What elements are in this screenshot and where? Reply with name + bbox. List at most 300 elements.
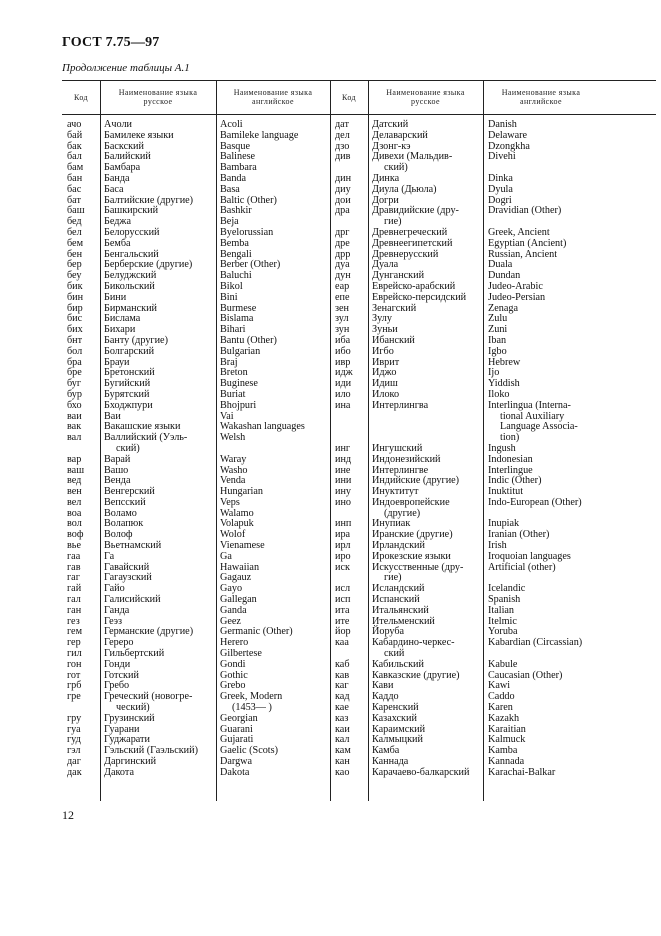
language-name-russian: Ачоли — [104, 119, 132, 130]
language-code: епе — [335, 291, 350, 303]
language-name-russian: Казахский — [372, 712, 417, 724]
language-name-english: Divehi — [488, 151, 516, 163]
language-name-english: Byelorussian — [220, 226, 274, 238]
language-name-english: Baltic (Other) — [220, 194, 277, 206]
language-name-russian: Зуньи — [372, 324, 398, 336]
language-code: ивр — [335, 356, 351, 368]
language-name-english: Danish — [488, 119, 517, 130]
language-name-english: Interlingua (Interna- — [488, 399, 571, 411]
language-code: гуд — [67, 734, 81, 746]
language-code: каи — [335, 723, 350, 735]
language-code: ина — [335, 399, 351, 411]
language-name-english: Indic (Other) — [488, 475, 542, 487]
language-name-russian: Гавайский — [104, 561, 150, 573]
language-name-english: Indonesian — [488, 453, 533, 465]
language-name-english: Gayo — [220, 583, 243, 595]
language-name-english: Bengali — [220, 248, 252, 260]
language-code: ино — [335, 496, 351, 508]
language-code: буг — [67, 378, 82, 390]
language-name-english: Washo — [220, 464, 248, 476]
language-name-english: Venda — [220, 475, 246, 487]
language-name-russian: Древнерусский — [372, 248, 439, 260]
language-name-russian: Кави — [372, 680, 394, 692]
language-code: гот — [67, 669, 81, 681]
table-continuation-caption: Продолжение таблицы А.1 — [62, 62, 190, 74]
language-name-russian: Динка — [372, 172, 400, 184]
language-code: дин — [335, 172, 352, 184]
language-name-russian: ский — [384, 648, 405, 660]
language-code: каб — [335, 658, 350, 670]
language-name-russian: Илоко — [372, 388, 400, 400]
language-code: бир — [67, 302, 83, 314]
language-name-russian: Дакота — [104, 766, 134, 778]
language-code: ирл — [335, 540, 351, 552]
language-name-english: Hebrew — [488, 356, 521, 368]
language-name-english: Wolof — [220, 529, 246, 541]
header-ru-left: Наименование языка русское — [118, 88, 198, 106]
language-name-english: Grebo — [220, 680, 246, 692]
language-code: иск — [335, 561, 350, 573]
language-name-english: Inupiak — [488, 518, 520, 530]
language-code: ине — [335, 464, 351, 476]
language-name-english: Iloko — [488, 388, 510, 400]
column-divider — [483, 80, 484, 801]
language-name-russian: Ирокезские языки — [372, 550, 451, 562]
language-name-english: (1453— ) — [232, 702, 272, 714]
language-code: бак — [67, 140, 82, 152]
language-code: кав — [335, 669, 350, 681]
language-name-russian: Гонди — [104, 658, 131, 670]
language-name-russian: Бемба — [104, 237, 131, 249]
language-name-russian: Даргинский — [104, 756, 157, 768]
language-code: дун — [335, 270, 351, 282]
language-name-english: Baluchi — [220, 270, 252, 282]
language-name-russian: Бирманский — [104, 302, 157, 314]
language-name-english: Interlingue — [488, 464, 533, 476]
language-name-english: Dyula — [488, 183, 513, 195]
language-code: иди — [335, 378, 352, 390]
language-name-english: Gaelic (Scots) — [220, 745, 278, 757]
language-name-english: Yoruba — [488, 626, 518, 638]
language-code: вен — [67, 486, 82, 498]
header-ru-right: Наименование языка русское — [386, 88, 465, 106]
language-name-russian: Вакашские языки — [104, 421, 181, 433]
language-code: ите — [335, 615, 350, 627]
language-code: вед — [67, 475, 82, 487]
language-code: зул — [335, 313, 349, 325]
language-name-english: Herero — [220, 637, 249, 649]
language-name-russian: Камба — [372, 745, 400, 757]
column-divider — [368, 80, 369, 801]
language-name-english: Volapuk — [220, 518, 254, 530]
language-name-russian: Зенагский — [372, 302, 417, 314]
language-name-english: Germanic (Other) — [220, 626, 293, 638]
language-name-russian: Бислама — [104, 313, 141, 325]
language-name-english: Bhojpuri — [220, 399, 257, 411]
language-name-english: Bini — [220, 291, 238, 303]
language-name-russian: Га — [104, 550, 115, 562]
language-name-russian: Искусственные (дру- — [372, 561, 464, 573]
language-code: исл — [335, 583, 351, 595]
language-code: бих — [67, 324, 83, 336]
language-name-english: Gothic — [220, 669, 248, 681]
language-code: бал — [67, 151, 82, 163]
language-name-english: Dakota — [220, 766, 250, 778]
language-name-russian: Делаварский — [372, 129, 428, 141]
language-name-english: Zuni — [488, 324, 508, 336]
language-name-russian: Ибанский — [372, 334, 415, 346]
language-name-english: Kawi — [488, 680, 511, 692]
language-name-russian: Геэз — [104, 615, 123, 627]
language-code: ита — [335, 604, 350, 616]
language-name-english: Igbo — [488, 345, 507, 357]
language-code: исп — [335, 594, 351, 606]
language-code: зен — [335, 302, 349, 314]
language-name-russian: Бамилеке языки — [104, 129, 174, 141]
language-code — [335, 422, 367, 433]
language-name-english: Bihari — [220, 324, 246, 336]
language-code: кал — [335, 734, 350, 746]
table-header-rule — [62, 114, 656, 115]
column-divider — [100, 80, 101, 801]
language-name-russian: Бикольский — [104, 280, 155, 292]
language-name-russian: Банда — [104, 172, 130, 184]
language-code: вал — [67, 432, 82, 444]
language-name-russian: Инуктитут — [372, 486, 419, 498]
language-name-russian: Гайо — [104, 583, 125, 595]
language-code: бам — [67, 162, 84, 174]
language-name-russian: Башкирский — [104, 205, 159, 217]
language-name-russian: ческий) — [116, 702, 150, 714]
column-divider — [216, 80, 217, 801]
language-code: гем — [67, 626, 83, 638]
language-name-english: Iroquoian languages — [488, 550, 571, 562]
language-code: еар — [335, 280, 350, 292]
language-name-english: Iranian (Other) — [488, 529, 550, 541]
language-name-english: Italian — [488, 604, 515, 616]
language-name-russian: Готский — [104, 669, 139, 681]
language-code: ачо — [67, 119, 82, 130]
language-name-russian: ский) — [384, 162, 408, 174]
language-code: гил — [67, 648, 82, 660]
language-name-russian: Интерлингва — [372, 399, 429, 411]
language-name-russian: Еврейско-арабский — [372, 280, 456, 292]
language-name-russian: Каренский — [372, 702, 419, 714]
left-code-column — [67, 120, 99, 779]
language-code: ибо — [335, 345, 351, 357]
language-name-russian: Иранские (другие) — [372, 529, 453, 541]
language-name-english: Wakashan languages — [220, 421, 305, 433]
language-name-russian: Интерлингве — [372, 464, 429, 476]
language-name-russian: Брауи — [104, 356, 130, 368]
language-name-russian: Балийский — [104, 151, 151, 163]
language-name-english: Bashkir — [220, 205, 252, 217]
language-name-russian: Беджа — [104, 216, 131, 228]
language-name-russian: Венда — [104, 475, 131, 487]
language-name-russian: Кабардино-черкес- — [372, 637, 455, 649]
language-code: дра — [335, 205, 350, 217]
language-name-english: Greek, Modern — [220, 691, 283, 703]
language-name-russian: гие) — [384, 572, 402, 584]
language-code: дат — [335, 119, 349, 130]
language-name-russian: Галисийский — [104, 594, 161, 606]
language-name-english: Bulgarian — [220, 345, 261, 357]
language-name-english: Gondi — [220, 658, 246, 670]
language-name-russian: Вьетнамский — [104, 540, 162, 552]
language-name-russian: Балтийские (другие) — [104, 194, 194, 206]
standard-title: ГОСТ 7.75—97 — [62, 35, 160, 50]
language-name-english: Indo-European (Other) — [488, 496, 582, 508]
language-code: баш — [67, 205, 85, 217]
language-code: бур — [67, 388, 82, 400]
language-name-russian: Ваи — [104, 410, 121, 422]
language-name-russian: Итальянский — [372, 604, 429, 616]
language-name-russian: Вашо — [104, 464, 129, 476]
language-name-english: Kabule — [488, 658, 518, 670]
language-name-english: Basa — [220, 183, 240, 195]
language-name-russian: Кавказские (другие) — [372, 669, 460, 681]
language-name-russian: Догри — [372, 194, 399, 206]
language-name-english: Duala — [488, 259, 513, 271]
language-name-english: Veps — [220, 496, 240, 508]
language-code: бре — [67, 367, 82, 379]
language-code: дрг — [335, 226, 350, 238]
language-name-english: Kalmuck — [488, 734, 526, 746]
language-code: инд — [335, 453, 352, 465]
language-name-russian: Ганда — [104, 604, 130, 616]
language-code: гэл — [67, 745, 81, 757]
language-name-russian: Исландский — [372, 583, 425, 595]
language-name-english: Ijo — [488, 367, 500, 379]
language-code: бик — [67, 280, 83, 292]
language-name-english: Basque — [220, 140, 250, 152]
language-name-russian: (другие) — [384, 507, 421, 519]
language-name-english: Acoli — [220, 119, 243, 130]
language-name-english: Kazakh — [488, 712, 520, 724]
language-code: кан — [335, 756, 350, 768]
language-name-english: Bikol — [220, 280, 243, 292]
language-name-russian: Венгерский — [104, 486, 155, 498]
language-name-english: Zulu — [488, 313, 508, 325]
language-name-russian: Дравидийские (дру- — [372, 205, 459, 217]
language-name-english: Karachai-Balkar — [488, 766, 556, 778]
language-name-russian: Караимский — [372, 723, 426, 735]
language-code: див — [335, 151, 351, 163]
language-name-russian: Датский — [372, 119, 409, 130]
language-name-english: Language Associa- — [500, 421, 578, 433]
language-name-english: Caucasian (Other) — [488, 669, 563, 681]
language-name-english: Vai — [220, 410, 234, 422]
language-name-english: Itelmic — [488, 615, 517, 627]
language-name-russian: Ирландский — [372, 540, 425, 552]
language-name-russian: Индоевропейские — [372, 496, 450, 508]
language-code: дзо — [335, 140, 350, 152]
language-name-russian: Ительменский — [372, 615, 435, 627]
language-code: као — [335, 766, 350, 778]
language-code: бол — [67, 345, 83, 357]
language-name-russian: Испанский — [372, 594, 420, 606]
language-code: гон — [67, 658, 82, 670]
language-name-russian: Бамбара — [104, 162, 141, 174]
language-code: воф — [67, 529, 84, 541]
language-code: диу — [335, 183, 351, 195]
language-code: каз — [335, 712, 349, 724]
language-code: гру — [67, 712, 82, 724]
language-name-english: Gujarati — [220, 734, 254, 746]
language-code: инп — [335, 518, 352, 530]
language-name-english: tion) — [500, 432, 520, 444]
language-name-russian: Бини — [104, 291, 127, 303]
language-name-english: Buginese — [220, 378, 258, 390]
header-code-right: Код — [342, 92, 356, 102]
language-name-english: Bislama — [220, 313, 254, 325]
language-name-russian: Ингушский — [372, 442, 423, 454]
language-code: кам — [335, 745, 351, 757]
language-name-russian: Диула (Дьюла) — [372, 183, 437, 195]
page-number: 12 — [62, 808, 74, 822]
language-code: ира — [335, 529, 351, 541]
language-code: гал — [67, 594, 81, 606]
language-name-russian: Еврейско-персидский — [372, 291, 467, 303]
language-code: бас — [67, 183, 82, 195]
column-divider — [330, 80, 331, 801]
right-russian-column — [372, 120, 482, 779]
language-name-russian: Гребо — [104, 680, 130, 692]
language-name-english: Bambara — [220, 162, 257, 174]
language-name-english: Dundan — [488, 270, 521, 282]
language-name-russian: Бходжпури — [104, 399, 153, 411]
language-name-russian: Варай — [104, 453, 131, 465]
language-code: бис — [67, 313, 83, 325]
language-code: воа — [67, 507, 82, 519]
language-name-english: Ingush — [488, 442, 516, 454]
language-name-russian: Болгарский — [104, 345, 155, 357]
language-name-russian: гие) — [384, 216, 402, 228]
language-name-russian: Иджо — [372, 367, 397, 379]
language-code: каа — [335, 637, 349, 649]
language-name-english: Gallegan — [220, 594, 257, 606]
language-name-russian: Бихари — [104, 324, 136, 336]
language-name-russian: Воламо — [104, 507, 137, 519]
language-code: грб — [67, 680, 82, 692]
language-name-russian: Банту (другие) — [104, 334, 168, 346]
language-name-english: Balinese — [220, 151, 256, 163]
language-name-english: Geez — [220, 615, 241, 627]
language-name-russian — [372, 412, 482, 423]
language-name-english: Egyptian (Ancient) — [488, 237, 567, 249]
language-code — [335, 412, 367, 423]
language-name-english: Braj — [220, 356, 238, 368]
language-name-english: Vienamese — [220, 540, 265, 552]
language-name-english: Breton — [220, 367, 248, 379]
language-code: бан — [67, 172, 83, 184]
language-name-english: tional Auxiliary — [500, 410, 565, 422]
language-code: гуа — [67, 723, 81, 735]
language-name-russian: Дунганский — [372, 270, 425, 282]
language-code: инг — [335, 442, 351, 454]
language-name-russian: Гильбертский — [104, 648, 165, 660]
language-code: дои — [335, 194, 351, 206]
language-name-russian: Волоф — [104, 529, 133, 541]
left-russian-column — [104, 120, 214, 779]
language-code: ган — [67, 604, 82, 616]
language-name-russian: Берберские (другие) — [104, 259, 193, 271]
language-name-russian: Кабильский — [372, 658, 424, 670]
language-name-russian: Иврит — [372, 356, 400, 368]
language-name-russian: Баса — [104, 183, 124, 195]
language-name-english: Russian, Ancient — [488, 248, 558, 260]
language-name-english: Walamo — [220, 507, 254, 519]
language-name-english: Dravidian (Other) — [488, 205, 562, 217]
language-name-russian: Индийские (другие) — [372, 475, 460, 487]
language-name-russian: Идиш — [372, 378, 398, 390]
language-code: бнт — [67, 334, 83, 346]
language-code: ваш — [67, 464, 85, 476]
language-name-english: Waray — [220, 453, 247, 465]
language-name-russian: Йоруба — [372, 626, 405, 638]
language-name-russian: Древнеегипетский — [372, 237, 453, 249]
language-code: гай — [67, 583, 82, 595]
language-code: бхо — [67, 399, 82, 411]
language-code: бел — [67, 226, 82, 238]
language-name-english: Iban — [488, 334, 507, 346]
language-name-english: Ga — [220, 550, 232, 562]
language-name-russian: Гуарани — [104, 723, 140, 735]
language-name-russian: Инупиак — [372, 518, 411, 530]
language-name-english: Artificial (other) — [488, 561, 556, 573]
language-name-russian: Вепсский — [104, 496, 146, 508]
language-name-russian: Волапюк — [104, 518, 144, 530]
language-name-english: Dargwa — [220, 756, 253, 768]
language-code: ило — [335, 388, 351, 400]
language-code: бед — [67, 216, 82, 228]
language-code: дрр — [335, 248, 351, 260]
language-name-russian: Дивехи (Мальдив- — [372, 151, 453, 163]
language-code: дак — [67, 766, 82, 778]
language-name-russian — [372, 422, 482, 433]
language-name-russian: Белуджский — [104, 270, 157, 282]
language-name-english: Inuktitut — [488, 486, 524, 498]
language-name-english: Icelandic — [488, 583, 526, 595]
language-code: бер — [67, 259, 82, 271]
language-name-english: Irish — [488, 540, 507, 552]
language-code: гаа — [67, 550, 81, 562]
language-code: кае — [335, 702, 349, 714]
language-name-english: Caddo — [488, 691, 515, 703]
language-code: бай — [67, 129, 83, 141]
right-english-column — [488, 120, 598, 779]
language-code: дре — [335, 237, 350, 249]
language-name-russian: Валлийский (Уэль- — [104, 432, 188, 444]
language-name-english: Zenaga — [488, 302, 518, 314]
language-code: вье — [67, 540, 81, 552]
language-code: зун — [335, 324, 350, 336]
language-name-russian: Бурятский — [104, 388, 150, 400]
language-name-english: Dzongkha — [488, 140, 530, 152]
language-name-english: Bemba — [220, 237, 249, 249]
language-code: гре — [67, 691, 81, 703]
language-code: ину — [335, 486, 351, 498]
language-code: гав — [67, 561, 81, 573]
language-name-english: Karen — [488, 702, 513, 714]
language-name-russian: Бенгальский — [104, 248, 159, 260]
language-name-russian: Карачаево-балкарский — [372, 766, 470, 778]
language-code: гер — [67, 637, 81, 649]
language-name-english: Yiddish — [488, 378, 520, 390]
language-name-english: Kabardian (Circassian) — [488, 637, 583, 649]
language-name-russian: Индонезийский — [372, 453, 441, 465]
language-name-english: Berber (Other) — [220, 259, 281, 271]
